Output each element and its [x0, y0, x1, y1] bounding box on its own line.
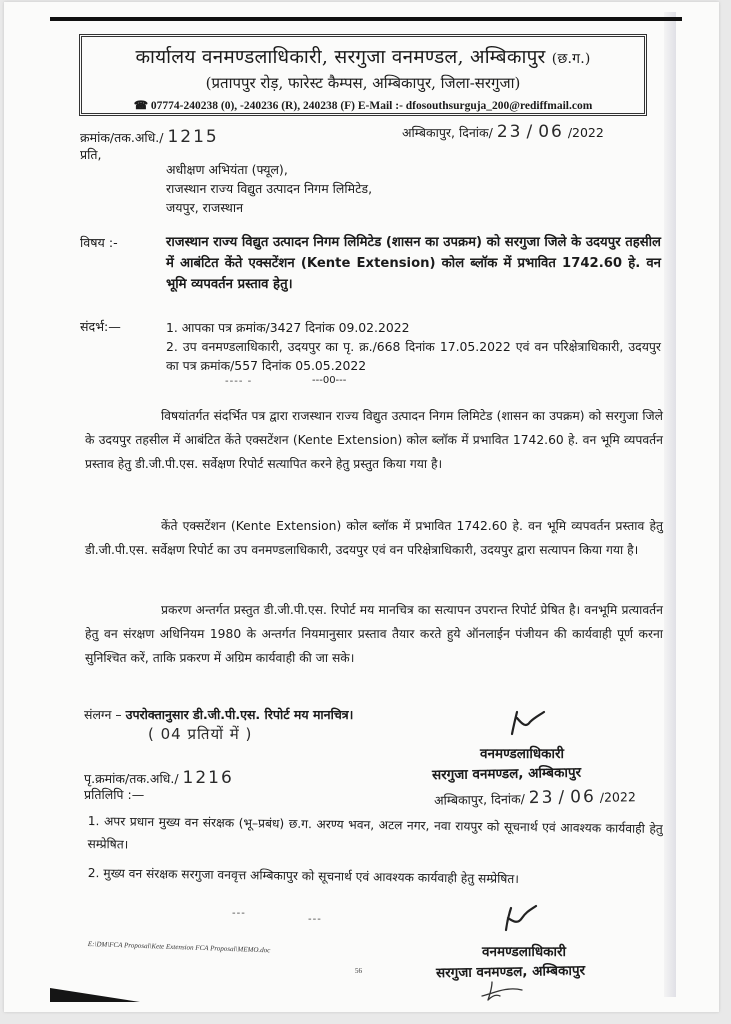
signature-scribble	[478, 978, 528, 1004]
copy-signatory-office: सरगुजा वनमण्डल, अम्बिकापुर	[435, 962, 586, 982]
copy-signatory-title: वनमण्डलाधिकारी	[482, 944, 567, 960]
reference-item: 2. उप वनमण्डलाधिकारी, उदयपुर का पृ. क्र./668 दिनांक 17.05.2022 एवं वन परिक्षेत्राधिकारी, उदयपुर का पत्र क्रमांक/557 दिनांक 05.05.2022	[166, 339, 661, 373]
office-contact: ☎ 07774-240238 (0), -240236 (R), 240238 (F) E-Mail :- dfosouthsurguja_200@rediffmail.com	[133, 100, 593, 112]
reference-label: संदर्भ:—	[80, 319, 121, 334]
copy-recipient: 2. मुख्य वन संरक्षक सरगुजा वनवृत्त अम्बिकापुर को सूचनार्थ एवं आवश्यक कार्यवाही हेतु सम्प्रेषित।	[87, 865, 520, 887]
body-paragraph: प्रकरण अन्तर्गत प्रस्तुत डी.जी.पी.एस. रिपोर्ट मय मानचित्र का सत्यापन उपरान्त रिपोर्ट प्रेषित है। वनभूमि प्रत्यावर्तन हेतु वन संरक्षण अधिनियम 1980 के अन्तर्गत नियमानुसार प्रस्ताव तैयार करते हुये ऑनलाईन पंजीयन की कार्यवाही पूर्ण करना सुनिश्चित करें, ताकि प्रकरण में अग्रिम कार्यवाही की जा सके।	[85, 603, 663, 665]
file-path: E:\DM\FCA Proposal\Kete Extension FCA Proposal\MEMO.doc	[87, 940, 271, 955]
reference-item: 1. आपका पत्र क्रमांक/3427 दिनांक 09.02.2022	[166, 320, 410, 335]
to-label: प्रति,	[80, 147, 102, 162]
copy-ref: पृ.क्रमांक/तक.अधि./ 1216	[84, 768, 234, 788]
separator: ---00---	[312, 375, 347, 386]
office-address: (प्रतापपुर रोड़, फारेस्ट कैम्पस, अम्बिकापुर, जिला-सरगुजा)	[205, 74, 521, 92]
subject-text: राजस्थान राज्य विद्युत उत्पादन निगम लिमिटेड (शासन का उपक्रम) को सरगुजा जिले के उदयपुर तहसील में आबंटित केंते एक्सटेंशन (Kente Extension) कोल ब्लॉक में प्रभावित 1742.60 हे. वन भूमि व्यपवर्तन प्रस्ताव हेतु।	[166, 235, 661, 292]
separator-dashes: ---- -	[225, 376, 253, 387]
top-rule	[50, 17, 682, 21]
body-paragraph: केंते एक्सटेंशन (Kente Extension) कोल ब्लॉक में प्रभावित 1742.60 हे. वन भूमि व्यपवर्तन प्रस्ताव हेतु डी.जी.पी.एस. सर्वेक्षण रिपोर्ट का उप वनमण्डलाधिकारी, उदयपुर एवं वन परिक्षेत्राधिकारी, उदयपुर द्वारा सत्यापन किया गया है।	[85, 519, 663, 557]
telephone-icon: ☎	[133, 100, 149, 112]
addressee-line: राजस्थान राज्य विद्युत उत्पादन निगम लिमिटेड,	[166, 181, 373, 196]
letter-ref: क्रमांक/तक.अधि./ 1215	[80, 127, 219, 147]
page-number: 56	[355, 967, 362, 975]
subject-label: विषय :-	[80, 235, 118, 250]
signatory-office: सरगुजा वनमण्डल, अम्बिकापुर	[431, 764, 582, 784]
separator-dashes: ---	[232, 908, 246, 919]
copy-date: अम्बिकापुर, दिनांक/ 23 / 06 /2022	[433, 786, 636, 809]
copy-recipient: 1. अपर प्रधान मुख्य वन संरक्षक (भू–प्रबंध) छ.ग. अरण्य भवन, अटल नगर, नवा रायपुर को सूचनार्थ एवं आवश्यक कार्यवाही हेतु सम्प्रेषित।	[87, 813, 663, 852]
letterhead	[79, 34, 647, 116]
office-title: कार्यालय वनमण्डलाधिकारी, सरगुजा वनमण्डल, अम्बिकापुर (छ.ग.)	[135, 46, 591, 68]
scan-shadow	[50, 988, 140, 1002]
addressee-line: जयपुर, राजस्थान	[166, 200, 244, 215]
addressee-line: अधीक्षण अभियंता (फ्यूल),	[166, 162, 288, 177]
enclosure-copies: ( 04 प्रतियों में )	[148, 725, 253, 743]
signature-initial	[500, 900, 540, 934]
copy-label: प्रतिलिपि :—	[84, 787, 145, 802]
addressee-block	[166, 160, 372, 217]
enclosure: संलग्न – उपरोक्तानुसार डी.जी.पी.एस. रिपोर्ट मय मानचित्र।	[84, 707, 354, 722]
letter-date: अम्बिकापुर, दिनांक/ 23 / 06 /2022	[402, 122, 604, 142]
state-abbr: (छ.ग.)	[551, 51, 591, 67]
body-paragraph: विषयांतर्गत संदर्भित पत्र द्वारा राजस्थान राज्य विद्युत उत्पादन निगम लिमिटेड (शासन का उपक्रम) को सरगुजा जिले के उदयपुर तहसील में आबंटित केंते एक्सटेंशन (Kente Extension) कोल ब्लॉक में प्रभावित 1742.60 हे. वन भूमि व्यपवर्तन प्रस्ताव हेतु डी.जी.पी.एस. सर्वेक्षण रिपोर्ट सत्यापित करने हेतु प्रस्तुत किया गया है।	[85, 409, 663, 471]
signatory-title: वनमण्डलाधिकारी	[480, 746, 565, 762]
copy-ref-number: 1216	[182, 768, 234, 788]
letter-ref-number: 1215	[167, 127, 219, 147]
enclosure-label: संलग्न –	[84, 707, 122, 722]
separator-dashes: ---	[308, 914, 322, 925]
signature-initial	[508, 708, 548, 738]
page-edge-shadow	[664, 12, 676, 997]
